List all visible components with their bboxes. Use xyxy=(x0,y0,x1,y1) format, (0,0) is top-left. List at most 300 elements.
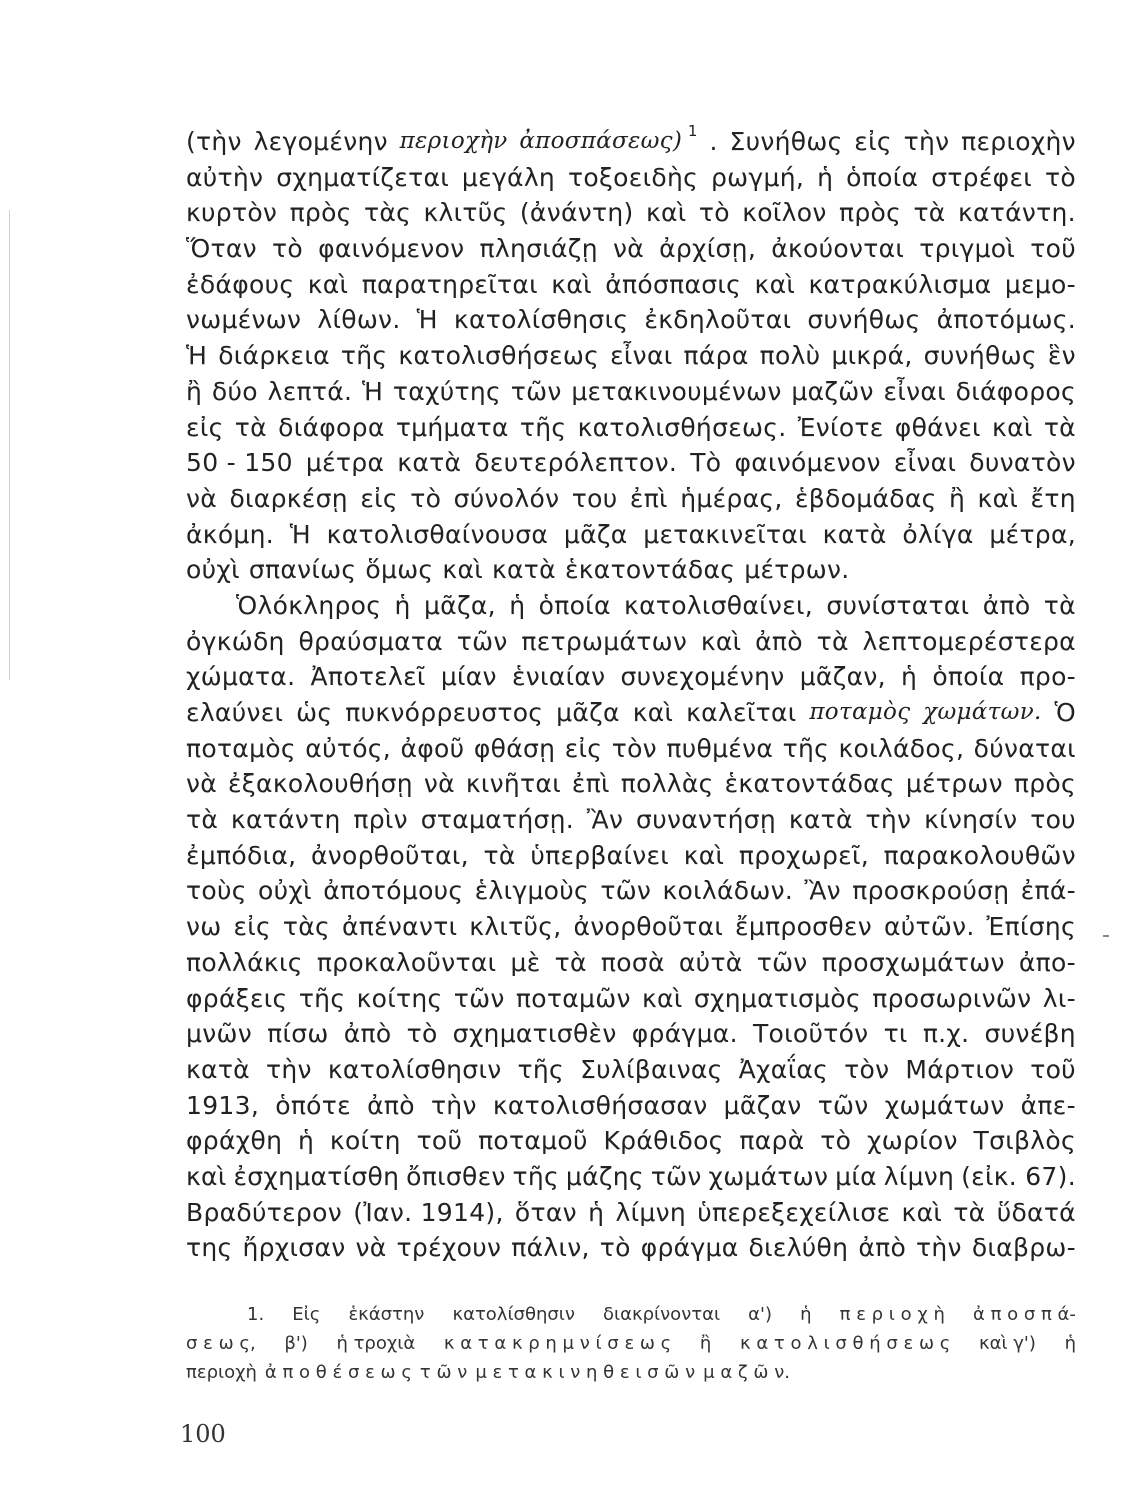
word: καὶ xyxy=(307,269,349,299)
word: φράξεις xyxy=(186,983,288,1013)
text-line xyxy=(186,1088,1076,1124)
word: τοὺς xyxy=(186,876,247,906)
word: κίνησίν xyxy=(924,805,1018,835)
word: μάζης xyxy=(565,1161,644,1191)
word: ὡς xyxy=(296,698,333,727)
text-line xyxy=(186,160,1076,196)
word: τὸ xyxy=(1044,162,1076,192)
text-line xyxy=(186,695,1076,731)
word: τῆς xyxy=(517,1054,565,1084)
word: Ἀποτελεῖ xyxy=(310,662,426,692)
word: 1913, xyxy=(186,1090,260,1120)
word: τοῦ xyxy=(1030,234,1076,264)
word: διάρκεια xyxy=(218,341,330,371)
word: νὰ xyxy=(355,1233,387,1263)
word: λι- xyxy=(1042,983,1076,1013)
word: τι xyxy=(883,1019,908,1049)
word: διακρίνονται xyxy=(603,1304,721,1325)
word: τὴν xyxy=(430,1090,477,1120)
word: ἀνορθοῦται, xyxy=(311,840,469,870)
word: κατὰ xyxy=(186,1054,250,1084)
word: πίσω xyxy=(267,1019,329,1049)
word: ποταμοῦ xyxy=(478,1126,588,1156)
word: ἀπὸ xyxy=(982,590,1031,620)
text-line xyxy=(186,981,1076,1017)
word: χωμάτων xyxy=(708,1161,829,1191)
word: κοίτης xyxy=(356,983,443,1013)
text-line xyxy=(186,267,1076,303)
text-line xyxy=(186,1159,1076,1195)
word: δύναται xyxy=(973,733,1076,763)
word: κατολισθαίνει, xyxy=(624,590,814,620)
word: μᾶζαν, xyxy=(799,662,886,692)
word: τῶν xyxy=(650,1161,702,1191)
word: μᾶζαν xyxy=(723,1090,802,1120)
word: μ ε τ α κ ι ν η θ ε ι σ ῶ ν xyxy=(475,1362,696,1383)
word: καὶ xyxy=(632,698,674,727)
word: λεγομένην xyxy=(253,127,388,156)
word: νωμένων xyxy=(186,305,302,335)
word: ταχύτης xyxy=(392,376,501,406)
text-line xyxy=(186,1195,1076,1231)
word: ἀκούονται xyxy=(771,234,905,264)
word: συναντήσῃ xyxy=(636,805,777,835)
word: λίθων. xyxy=(317,305,401,335)
word: ὕδατά xyxy=(996,1197,1076,1227)
word: μὲ xyxy=(510,947,541,977)
word: προσκρούσῃ xyxy=(852,876,1010,906)
word: μαζῶν xyxy=(791,376,874,406)
word: νὰ xyxy=(186,769,218,799)
word: παρακολουθῶν xyxy=(883,840,1076,870)
word: καὶ xyxy=(992,412,1033,442)
word: ὅμως xyxy=(365,555,434,585)
word: κατολισθήσεως xyxy=(398,341,600,371)
word: τὴν xyxy=(266,1054,312,1084)
word: νω xyxy=(186,912,222,942)
word: ποταμῶν xyxy=(515,983,631,1013)
word: ἐδάφους xyxy=(186,269,295,299)
word: ἀ π ο θ έ σ ε ω ς xyxy=(264,1362,412,1383)
word: οὐχὶ xyxy=(186,555,240,585)
word: ἤρχισαν xyxy=(242,1233,346,1263)
word: μετακινεῖται xyxy=(643,519,807,549)
word: καὶ xyxy=(642,983,683,1013)
word: τὸ xyxy=(272,234,303,264)
word: τὰ xyxy=(913,198,946,228)
word: μεμο- xyxy=(1004,269,1076,299)
text-line xyxy=(186,374,1076,410)
word: τὸν xyxy=(844,1054,890,1084)
scan-margin-line xyxy=(9,210,10,680)
word: ἀκόμη. xyxy=(186,519,275,549)
word: παρατηρεῖται xyxy=(361,269,538,299)
word: β') xyxy=(284,1333,308,1354)
word: τὸν xyxy=(611,733,657,763)
word: κλιτῦς, xyxy=(469,912,562,942)
word: νὰ xyxy=(612,234,644,264)
word: λεπτομερέστερα xyxy=(862,626,1076,656)
word: Τοιοῦτόν xyxy=(752,1019,869,1049)
italic-term: χωμάτων. xyxy=(923,699,1042,725)
word: φράγμα xyxy=(640,1233,739,1263)
italic-term: περιοχὴν xyxy=(399,128,508,154)
word: Ἡ xyxy=(361,376,384,406)
text-line xyxy=(186,1052,1076,1088)
word: π ε ρ ι ο χ ὴ xyxy=(839,1304,945,1325)
word: Βραδύτερον xyxy=(186,1197,342,1227)
word: μικρά, xyxy=(831,341,913,371)
word: τὰς xyxy=(364,198,412,228)
word: μεγάλη xyxy=(461,162,556,192)
word: μετακινουμένων xyxy=(571,376,782,406)
word: κοιλάδων. xyxy=(662,876,794,906)
word: Τὸ xyxy=(690,448,722,478)
word: πρὸς xyxy=(289,198,352,228)
word: ἡ xyxy=(588,1197,605,1227)
word: πάλιν, xyxy=(511,1233,590,1263)
word: τὸ xyxy=(410,483,442,513)
word: ἐπὶ xyxy=(629,483,668,513)
text-line xyxy=(186,1016,1076,1052)
word: πρὸς xyxy=(838,198,902,228)
word: τὴν xyxy=(865,805,912,835)
word: (ἀνάντη) xyxy=(519,198,634,228)
text-line xyxy=(186,302,1076,338)
word: κατολίσθησιν xyxy=(327,1054,502,1084)
word: εἶναι xyxy=(610,341,673,371)
word: φράγμα. xyxy=(631,1019,738,1049)
word: ἑλιγμοὺς xyxy=(474,876,590,906)
word: ἡ xyxy=(901,662,918,692)
word: Ἐπίσης xyxy=(986,912,1076,942)
word: φαινόμενον xyxy=(734,448,881,478)
word: ἐμπόδια, xyxy=(186,840,297,870)
word: πολλὰς xyxy=(620,769,714,799)
text-line xyxy=(186,873,1076,909)
word: ἑκατοντάδας xyxy=(564,555,736,585)
word: συνίσταται xyxy=(826,590,970,620)
word: τῆς xyxy=(340,341,388,371)
word: ἀποτόμως. xyxy=(936,305,1076,335)
word: λεπτά. xyxy=(267,376,353,406)
word: κατάντη. xyxy=(957,198,1076,228)
word: ἑκατοντάδας xyxy=(724,769,895,799)
word: τῶν xyxy=(453,983,505,1013)
footnote-line xyxy=(186,1358,1076,1387)
word: Ἂν xyxy=(804,876,841,906)
text-line xyxy=(186,338,1076,374)
word: ἡ τροχιὰ xyxy=(336,1333,416,1354)
word: ἡ xyxy=(1064,1333,1076,1354)
word: αὐτός, xyxy=(305,733,392,763)
word: εἰς xyxy=(233,912,271,942)
word: προσωρινῶν xyxy=(872,983,1032,1013)
word: προ- xyxy=(1019,662,1076,692)
word: πυκνόρρευστος xyxy=(345,698,544,727)
word: ρωγμή, xyxy=(711,162,805,192)
word: τῶν xyxy=(600,876,652,906)
text-line xyxy=(186,552,1076,588)
text-line xyxy=(186,124,1076,160)
word: φθάνει xyxy=(894,412,981,442)
word: προκαλοῦνται xyxy=(316,947,497,977)
word: πολὺ xyxy=(759,341,821,371)
word: τῆς xyxy=(298,983,346,1013)
word: ἡμέρας, xyxy=(680,483,783,513)
word: κοῖλον xyxy=(742,198,827,228)
word: τὰς xyxy=(282,912,331,942)
word: ὄπισθεν xyxy=(406,1161,506,1191)
word: μᾶζα, xyxy=(423,590,496,620)
word: μία xyxy=(835,1161,877,1191)
word: ὑπερεξεχείλισε xyxy=(697,1197,891,1227)
word: περιοχὴν xyxy=(961,127,1076,156)
word: κινῆται xyxy=(465,769,561,799)
word: καὶ xyxy=(700,626,742,656)
word: τὴν xyxy=(916,1233,962,1263)
word: τοῦ xyxy=(416,1126,463,1156)
word: καὶ xyxy=(977,483,1019,513)
page-number: 100 xyxy=(180,1420,226,1448)
word: λίμνη xyxy=(615,1197,686,1227)
word: ἢ xyxy=(948,483,966,513)
word: διάφορος xyxy=(955,376,1076,406)
word: ὁποία xyxy=(932,662,1005,692)
text-line xyxy=(186,766,1076,802)
word: τὴν xyxy=(903,127,950,156)
word: δυνατὸν xyxy=(969,448,1076,478)
word: πρὶν xyxy=(353,805,408,835)
word: νὰ xyxy=(423,769,455,799)
word: του xyxy=(571,483,618,513)
text-line xyxy=(186,517,1076,553)
text-line xyxy=(186,624,1076,660)
word: ἔτη xyxy=(1030,483,1076,513)
word: τ ῶ ν xyxy=(419,1362,468,1383)
word: ἐκδηλοῦται xyxy=(644,305,792,335)
footnote-line xyxy=(186,1329,1076,1358)
word: μέτρα xyxy=(305,448,385,478)
text-line xyxy=(186,945,1076,981)
word: εἰς xyxy=(564,733,603,763)
italic-term: ἀποσπάσεως) xyxy=(519,128,683,154)
text-line xyxy=(186,731,1076,767)
word: ἀ π ο σ π ά- xyxy=(972,1304,1076,1325)
word: Ἀχαΐας xyxy=(738,1054,829,1084)
word: Εἰς xyxy=(292,1304,321,1325)
word: τῆς xyxy=(519,412,567,442)
word: Ἡ xyxy=(289,519,311,549)
word: ἡ xyxy=(509,590,526,620)
word: διαβρω- xyxy=(971,1233,1076,1263)
word: ἐπὶ xyxy=(571,769,610,799)
text-line xyxy=(186,410,1076,446)
word: εἰς xyxy=(854,127,892,156)
word: πρὸς xyxy=(1013,769,1076,799)
word: τὸ xyxy=(406,1019,438,1049)
word: ἐσχηματίσθη xyxy=(233,1161,400,1191)
word: Ὁλόκληρος xyxy=(236,590,382,620)
word: τμήματα xyxy=(395,412,509,442)
word: μίαν xyxy=(440,662,497,692)
word: ἑβδομάδας xyxy=(794,483,937,513)
word: τῶν xyxy=(756,947,808,977)
word: ἀπο- xyxy=(1018,947,1076,977)
word: Συλίβαινας xyxy=(580,1054,723,1084)
word: πλησιάζῃ xyxy=(479,234,598,264)
footnote-line xyxy=(186,1300,1076,1329)
word: ἑκάστην xyxy=(348,1304,425,1325)
word: ἡ xyxy=(298,1126,315,1156)
word: Ἂν xyxy=(586,805,624,835)
word: τὰ xyxy=(234,412,267,442)
word: τῶν xyxy=(817,1090,869,1120)
word: ἀπὸ xyxy=(343,1019,392,1049)
word: κατολίσθησις xyxy=(453,305,629,335)
word: χώματα. xyxy=(186,662,296,692)
word: εἰς xyxy=(186,412,224,442)
word: κοιλάδος, xyxy=(838,733,965,763)
word: φθάσῃ xyxy=(473,733,556,763)
word: καὶ xyxy=(551,269,592,299)
word: τῶν xyxy=(456,626,508,656)
text-line xyxy=(186,231,1076,267)
word: μέτρα, xyxy=(989,519,1076,549)
word: ὁποία xyxy=(846,162,919,192)
text-line xyxy=(186,195,1076,231)
word: ἀπὸ xyxy=(858,1233,907,1263)
word: εἶναι xyxy=(883,376,946,406)
word: εἰς xyxy=(360,483,398,513)
word: σχηματισμὸς xyxy=(693,983,861,1013)
word: ἐπά- xyxy=(1020,876,1076,906)
word: ἀφοῦ xyxy=(400,733,465,763)
word: μᾶζα xyxy=(563,519,628,549)
word: ἀπόσπασις xyxy=(605,269,742,299)
word: ποσὰ xyxy=(600,947,665,977)
word: εἶναι xyxy=(893,448,957,478)
word: κατολισθαίνουσα xyxy=(326,519,549,549)
word: χωρίον xyxy=(867,1126,958,1156)
word: μέτρων. xyxy=(744,555,850,585)
word: ἀρχίσῃ, xyxy=(659,234,757,264)
footnote xyxy=(186,1300,1076,1387)
word: σταματήσῃ. xyxy=(420,805,574,835)
word: ὀλίγα xyxy=(902,519,974,549)
word: κατρακύλισμα xyxy=(808,269,992,299)
word: ελαύνει xyxy=(186,698,284,727)
word: πάρα xyxy=(683,341,749,371)
word: τοῦ xyxy=(1030,1054,1076,1084)
word: τρέχουν xyxy=(396,1233,502,1263)
word: ἢ xyxy=(699,1333,712,1354)
word: ἔμπροσθεν xyxy=(735,912,872,942)
word: αὐτὰ xyxy=(678,947,743,977)
word: (εἰκ. 67). xyxy=(961,1161,1076,1191)
word: Τσιβλὸς xyxy=(973,1126,1076,1156)
word: ἀπε- xyxy=(1020,1090,1076,1120)
word: της xyxy=(186,1233,233,1263)
word: προσχωμάτων xyxy=(821,947,1005,977)
word: ὑπερβαίνει xyxy=(530,840,670,870)
word: πετρωμάτων xyxy=(521,626,688,656)
word: Ὁ xyxy=(1054,698,1076,727)
word: καὶ xyxy=(683,840,725,870)
word: θραύσματα xyxy=(298,626,444,656)
word: σπανίως xyxy=(248,555,357,585)
word: ἓν xyxy=(1047,341,1076,371)
word: ἑνιαίαν xyxy=(511,662,606,692)
word: συνήθως xyxy=(807,305,921,335)
word: κοίτη xyxy=(329,1126,401,1156)
word: ἡ xyxy=(817,162,834,192)
text-line xyxy=(186,1230,1076,1266)
scan-margin-mark xyxy=(1103,935,1109,937)
word: περιοχὴ xyxy=(186,1362,257,1383)
text-line xyxy=(186,802,1076,838)
text-line xyxy=(186,838,1076,874)
word: τὰ xyxy=(483,840,516,870)
word: χωμάτων xyxy=(884,1090,1005,1120)
word: πυθμένα xyxy=(666,733,774,763)
word: παρὰ xyxy=(739,1126,805,1156)
word: καὶ xyxy=(754,269,796,299)
word: α') xyxy=(748,1304,772,1325)
word: καὶ xyxy=(901,1197,943,1227)
text-line xyxy=(186,445,1076,481)
word: τὰ xyxy=(816,626,849,656)
word: μ α ζ ῶ ν. xyxy=(703,1362,790,1383)
body-text xyxy=(186,124,1076,1266)
word: ἀπὸ xyxy=(755,626,803,656)
word: αὐτὴν xyxy=(186,162,264,192)
word: νὰ xyxy=(186,483,218,513)
word: ὁπότε xyxy=(275,1090,351,1120)
word: τὰ xyxy=(1043,590,1076,620)
word: τὰ xyxy=(186,805,219,835)
word: διελύθη xyxy=(748,1233,849,1263)
word: . xyxy=(709,127,718,156)
word: Συνήθως xyxy=(729,127,843,156)
word: τὸ xyxy=(698,198,730,228)
word: κ α τ ο λ ι σ θ ή σ ε ω ς xyxy=(739,1333,951,1354)
word: διαρκέσῃ xyxy=(229,483,348,513)
word: Ἡ xyxy=(416,305,438,335)
word: Ἐνίοτε xyxy=(797,412,884,442)
word: 1. xyxy=(247,1304,265,1325)
word: κατολισθήσασαν xyxy=(492,1090,708,1120)
word: τῆς xyxy=(512,1161,559,1191)
word: καὶ xyxy=(645,198,687,228)
word: διάφορα xyxy=(278,412,385,442)
word: τὰ xyxy=(953,1197,986,1227)
word: μᾶζα xyxy=(556,698,620,727)
word: τῆς xyxy=(782,733,830,763)
word: ὁποία xyxy=(538,590,611,620)
word: κατάντη xyxy=(230,805,341,835)
word: τῶν xyxy=(510,376,562,406)
text-line xyxy=(186,909,1076,945)
word: π.χ. xyxy=(922,1019,970,1049)
word: κλιτῦς xyxy=(423,198,508,228)
word: τριγμοὶ xyxy=(919,234,1016,264)
word: κατὰ xyxy=(822,519,887,549)
word: τὸ xyxy=(599,1233,631,1263)
word: προχωρεῖ, xyxy=(738,840,870,870)
word: ἐξακολουθήσῃ xyxy=(227,769,413,799)
word: ἡ xyxy=(800,1304,812,1325)
